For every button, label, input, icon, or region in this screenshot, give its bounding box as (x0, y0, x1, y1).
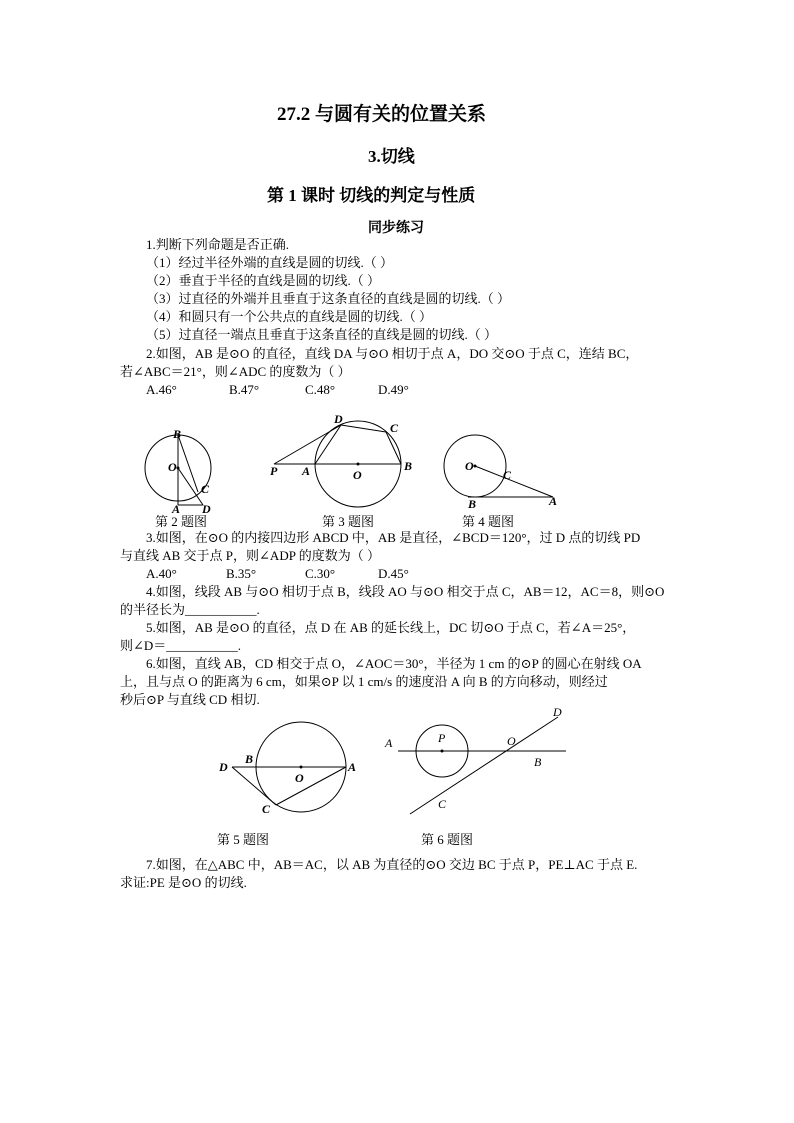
figure-2-diagram (140, 425, 230, 515)
q3-option: B.35° (226, 566, 257, 581)
fig3-side-ad (315, 425, 341, 464)
fig5-label-c: C (262, 802, 271, 816)
fig6-label-d: D (553, 705, 562, 719)
section-title: 3.切线 (368, 147, 415, 166)
q5-line: 5.如图，AB 是⊙O 的直径，点 D 在 AB 的延长线上，DC 切⊙O 于点 C，若∠A＝25°， (146, 620, 636, 635)
q7-line: 求证:PE 是⊙O 的切线. (120, 875, 247, 890)
q2-line: 2.如图，AB 是⊙O 的直径，直线 DA 与⊙O 相切于点 A，DO 交⊙O 于点 C，连结 BC， (146, 346, 639, 361)
fig4-label-b: B (468, 497, 477, 511)
q4-line: 4.如图，线段 AB 与⊙O 相切于点 B，线段 AO 与⊙O 相交于点 C，AB＝12，AC＝8，则⊙O (146, 584, 665, 599)
fig5-label-b: B (245, 752, 254, 766)
fig2-label-o: O (168, 460, 177, 474)
figure-4-diagram (438, 430, 563, 510)
q1-stem: 1.判断下列命题是否正确. (146, 237, 290, 252)
fig5-label-d: D (219, 760, 228, 774)
q1-item: （5）过直径一端点且垂直于这条直径的直线是圆的切线.（ ） (146, 327, 498, 342)
fig4-label-c: C (503, 468, 512, 482)
fig5-center-dot (300, 766, 303, 769)
lesson-title: 第 1 课时 切线的判定与性质 (267, 186, 476, 205)
fig3-label-p: P (270, 464, 278, 478)
fig4-center-dot (474, 465, 477, 468)
fig3-label-c: C (390, 421, 399, 435)
figure-5-diagram (212, 725, 372, 825)
q1-item: （2）垂直于半径的直线是圆的切线.（ ） (146, 273, 381, 288)
q4-line: 的半径长为___________. (120, 602, 260, 617)
figure-6-caption: 第 6 题图 (421, 832, 474, 847)
fig5-label-a: A (348, 760, 357, 774)
fig6-label-p: P (438, 731, 446, 745)
q7-line: 7.如图，在△ABC 中，AB＝AC，以 AB 为直径的⊙O 交边 BC 于点 P，PE⊥AC 于点 E. (146, 857, 638, 872)
figure-2-caption: 第 2 题图 (155, 514, 208, 529)
q3-line: 与直线 AB 交于点 P，则∠ADP 的度数为（ ） (120, 548, 380, 563)
fig2-label-a: A (172, 502, 181, 516)
page-title: 27.2 与圆有关的位置关系 (277, 104, 487, 125)
q3-option: C.30° (305, 566, 336, 581)
q3-option: A.40° (146, 566, 177, 581)
fig3-side-cb (386, 432, 401, 464)
figure-4-caption: 第 4 题图 (462, 514, 515, 529)
fig3-center-dot (357, 463, 360, 466)
q2-option: D.49° (378, 382, 409, 397)
q6-line: 秒后⊙P 与直线 CD 相切. (120, 692, 260, 707)
fig3-label-a: A (302, 464, 311, 478)
figure-3-caption: 第 3 题图 (322, 514, 375, 529)
exercise-title: 同步练习 (368, 221, 424, 236)
fig6-label-a: A (385, 736, 393, 750)
fig6-center-dot (441, 750, 444, 753)
q2-option: A.46° (146, 382, 177, 397)
fig5-tangent-dc (232, 767, 276, 805)
fig4-segment-ao (475, 466, 553, 497)
q1-item: （3）过直径的外端并且垂直于这条直径的直线是圆的切线.（ ） (146, 291, 511, 306)
fig3-label-d: D (334, 412, 343, 426)
q2-option: B.47° (229, 382, 260, 397)
fig2-center-dot (177, 467, 180, 470)
q1-item: （4）和圆只有一个公共点的直线是圆的切线.（ ） (146, 309, 433, 324)
fig3-label-o: O (353, 468, 362, 482)
q2-line: 若∠ABC＝21°，则∠ADC 的度数为（ ） (120, 364, 351, 379)
fig6-label-o: O (507, 734, 516, 748)
fig2-label-c: C (201, 482, 210, 496)
fig2-label-b: B (173, 427, 182, 441)
fig5-label-o: O (295, 771, 304, 785)
q6-line: 6.如图，直线 AB，CD 相交于点 O，∠AOC＝30°，半径为 1 cm 的⊙P 的圆心在射线 OA (146, 656, 642, 671)
fig3-tangent-pd (274, 425, 341, 464)
fig2-label-d: D (202, 502, 211, 516)
fig5-chord-ca (276, 767, 346, 805)
q1-item: （1）经过半径外端的直线是圆的切线.（ ） (146, 255, 394, 270)
fig6-label-c: C (438, 797, 447, 811)
q6-line: 上，且与点 O 的距离为 6 cm，如果⊙P 以 1 cm/s 的速度沿 A 向 B 的方向移动，则经过 (120, 674, 608, 689)
q2-option: C.48° (305, 382, 336, 397)
q3-line: 3.如图，在⊙O 的内接四边形 ABCD 中，AB 是直径，∠BCD＝120°，过 D 点的切线 PD (146, 530, 641, 545)
figure-6-diagram (378, 705, 578, 820)
q5-line: 则∠D＝___________. (120, 638, 242, 653)
fig4-label-a: A (549, 494, 558, 508)
q3-option: D.45° (378, 566, 409, 581)
figure-5-caption: 第 5 题图 (217, 832, 270, 847)
figure-3-diagram (262, 410, 422, 510)
fig4-label-o: O (465, 459, 474, 473)
fig3-label-b: B (404, 459, 413, 473)
fig2-line-od (178, 468, 203, 505)
fig6-label-b: B (534, 755, 542, 769)
